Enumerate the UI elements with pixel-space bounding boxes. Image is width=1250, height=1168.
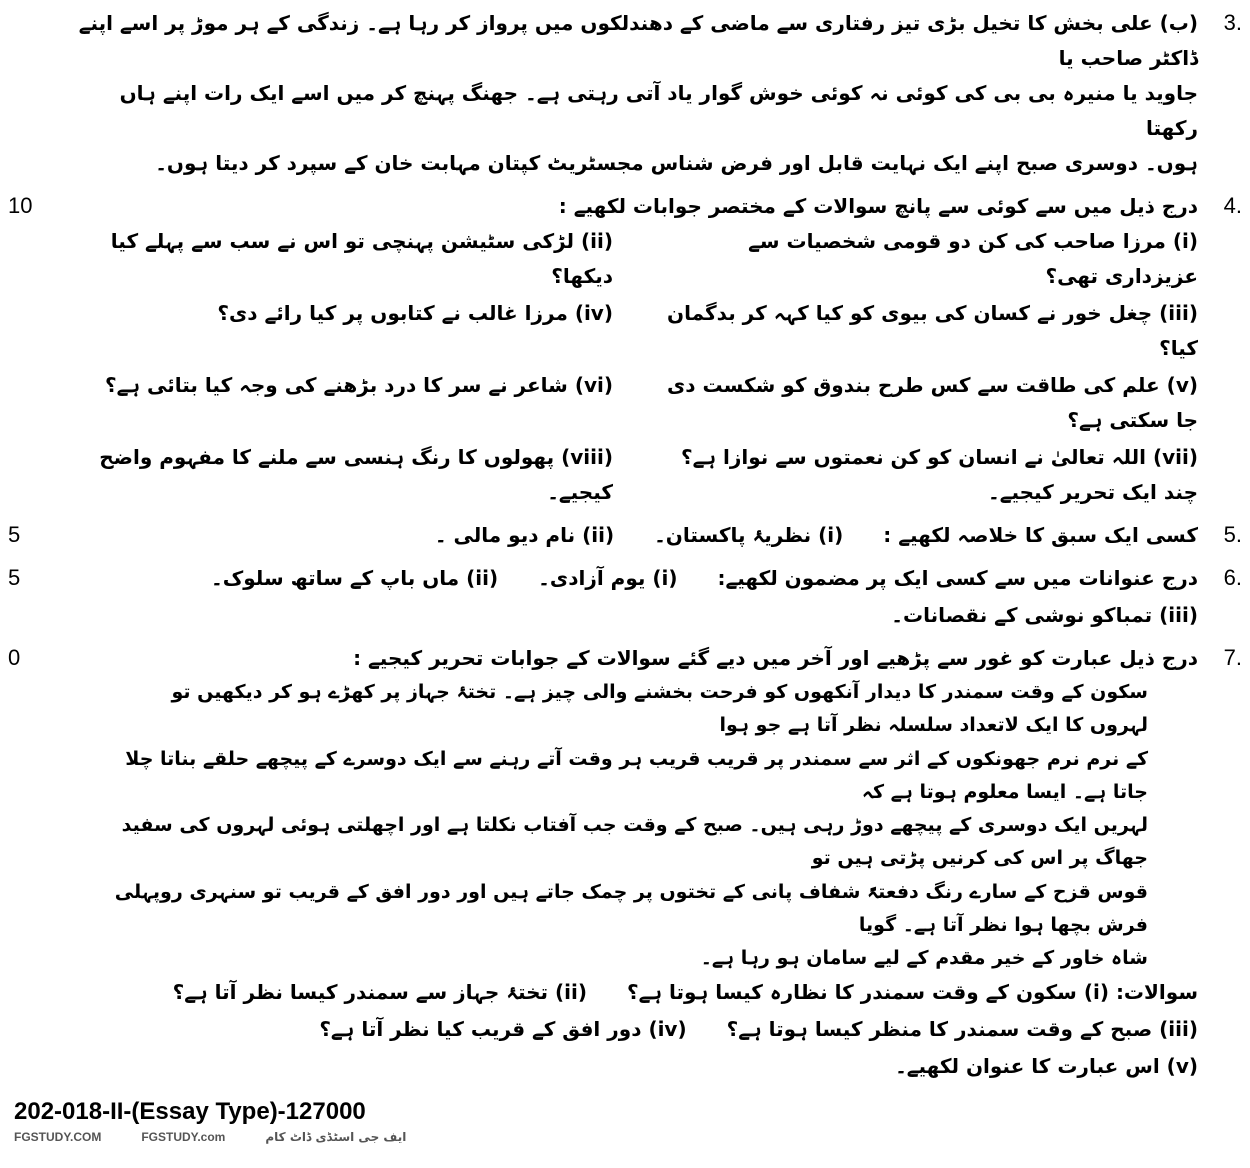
- item-label: (i): [818, 523, 844, 547]
- item-text: چغل خور نے کسان کی بیوی کو کیا کہہ کر بدگمان کیا؟: [667, 301, 1198, 360]
- item-label: (ii): [466, 566, 499, 590]
- question-3-number: 3.: [1223, 10, 1242, 35]
- question-4: [0, 189, 1250, 510]
- q3-line-3: ہوں۔ دوسری صبح اپنے ایک نہایت قابل اور فرض شناس مجسٹریٹ کپتان مہابت خان کے سپرد کر دیتا ہوں۔: [155, 151, 1198, 175]
- q7-question-i: [627, 975, 1198, 1010]
- q4-items: [68, 224, 1198, 510]
- q7-questions: [68, 975, 1198, 1084]
- item-text: پھولوں کا رنگ ہنسی سے ملنے کا مفہوم واضح کیجیے۔: [99, 445, 613, 504]
- item-text: نظریۂ پاکستان۔: [654, 523, 812, 547]
- q7-marks: 0: [8, 645, 21, 670]
- item-label: (ii): [581, 229, 613, 253]
- q7-heading: درج ذیل عبارت کو غور سے پڑھیے اور آخر میں دیے گئے سوالات کے جوابات تحریر کیجیے :: [353, 646, 1198, 670]
- item-label: (iii): [1159, 603, 1198, 627]
- passage-line-1: سکون کے وقت سمندر کا دیدار آنکھوں کو فرحت بخشنے والی چیز ہے۔ تختۂ جہاز پر کھڑے ہو کر دیکھیں تو لہروں کا ایک لاتعداد سلسلہ نظر آتا ہے جو ہوا: [171, 681, 1148, 737]
- question-6-number: 6.: [1223, 565, 1242, 590]
- watermark-urdu: ایف جی اسٹڈی ڈاٹ کام: [265, 1130, 407, 1145]
- item-text: تمباکو نوشی کے نقصانات۔: [891, 603, 1153, 627]
- q3-line-1: (ب) علی بخش کا تخیل بڑی تیز رفتاری سے ماضی کے دھندلکوں میں پرواز کر رہا ہے۔ زندگی کے ہر موڑ پر اسے اپنے ڈاکٹر صاحب یا: [78, 11, 1198, 70]
- item-label: (ii): [582, 523, 615, 547]
- item-label: (i): [652, 566, 678, 590]
- q6-item-ii: [211, 561, 498, 596]
- q3-body: [68, 6, 1198, 181]
- item-label: (iii): [1159, 301, 1198, 325]
- passage-line-2: کے نرم نرم جھونکوں کے اثر سے سمندر پر قریب قریب ہر وقت آتے رہنے سے ایک دوسرے کے پیچھے حلقے بناتا چلا جاتا ہے۔ ایسا معلوم ہوتا ہے کہ: [125, 747, 1148, 803]
- item-label: (i): [1172, 229, 1198, 253]
- item-text: اللہ تعالیٰ نے انسان کو کن نعمتوں سے نوازا ہے؟ چند ایک تحریر کیجیے۔: [681, 445, 1198, 504]
- item-label: (v): [1166, 1054, 1198, 1079]
- q4-item-ii: [68, 224, 613, 294]
- q5-item-ii: [435, 518, 614, 553]
- item-text: ماں باپ کے ساتھ سلوک۔: [211, 566, 460, 590]
- q5-row: [68, 518, 1198, 553]
- question-7: [0, 641, 1250, 1084]
- item-text: تختۂ جہاز سے سمندر کیسا نظر آتا ہے؟: [172, 980, 549, 1005]
- q6-body: [68, 561, 1198, 633]
- q6-heading: درج عنوانات میں سے کسی ایک پر مضمون لکھیے:: [717, 566, 1198, 590]
- question-5-number: 5.: [1223, 522, 1242, 547]
- q7-question-iii: [727, 1012, 1198, 1047]
- item-label: (i): [1083, 980, 1109, 1005]
- item-label: (iv): [574, 301, 613, 325]
- item-text: لڑکی سٹیشن پہنچی تو اس نے سب سے پہلے کیا دیکھا؟: [110, 229, 613, 288]
- questions-label: سوالات:: [1115, 980, 1198, 1005]
- question-5: [0, 518, 1250, 553]
- q4-item-iii: [653, 296, 1198, 366]
- q4-marks: 10: [8, 193, 33, 218]
- question-6: [0, 561, 1250, 633]
- q7-question-ii: [173, 975, 587, 1010]
- q4-item-v: [653, 368, 1198, 438]
- watermark: FGSTUDY.COM: [14, 1130, 102, 1145]
- q5-marks: 5: [8, 522, 21, 547]
- q6-marks: 5: [8, 565, 21, 590]
- item-text: مرزا صاحب کی کن دو قومی شخصیات سے عزیزداری تھی؟: [748, 229, 1198, 288]
- item-text: دور افق کے قریب کیا نظر آتا ہے؟: [319, 1017, 642, 1042]
- item-label: (iii): [1159, 1017, 1198, 1042]
- q4-heading: درج ذیل میں سے کوئی سے پانچ سوالات کے مختصر جوابات لکھیے :: [558, 194, 1198, 218]
- q4-body: [68, 189, 1198, 510]
- item-text: مرزا غالب نے کتابوں پر کیا رائے دی؟: [217, 301, 568, 325]
- q4-item-iv: [68, 296, 613, 366]
- q7-body: [68, 641, 1198, 1084]
- question-3: [0, 6, 1250, 181]
- q6-item-i: [538, 561, 677, 596]
- item-label: (iv): [648, 1017, 687, 1042]
- watermark: FGSTUDY.com: [141, 1130, 226, 1145]
- item-label: (ii): [555, 980, 588, 1005]
- question-4-number: 4.: [1223, 193, 1242, 218]
- passage-line-5: شاہ خاور کے خیر مقدم کے لیے سامان ہو رہا ہے۔: [700, 947, 1148, 969]
- passage-line-3: لہریں ایک دوسری کے پیچھے دوڑ رہی ہیں۔ صبح کے وقت جب آفتاب نکلتا ہے اور اچھلتی ہوئی لہروں کی سفید جھاگ پر اس کی کرنیں پڑتی ہیں تو: [121, 814, 1148, 870]
- q5-heading: کسی ایک سبق کا خلاصہ لکھیے :: [883, 523, 1198, 547]
- q4-item-vii: [653, 440, 1198, 510]
- item-text: شاعر نے سر کا درد بڑھنے کی وجہ کیا بتائی ہے؟: [105, 373, 568, 397]
- item-text: سکون کے وقت سمندر کا نظارہ کیسا ہوتا ہے؟: [627, 980, 1077, 1005]
- q3-marks-empty: [0, 6, 60, 10]
- q4-item-vi: [68, 368, 613, 438]
- item-label: (vi): [574, 373, 613, 397]
- item-text: علم کی طاقت سے کس طرح بندوق کو شکست دی جا سکتی ہے؟: [666, 373, 1198, 432]
- q6-row: [68, 561, 1198, 633]
- item-label: (vii): [1152, 445, 1198, 469]
- item-label: (v): [1166, 373, 1198, 397]
- q6-item-iii: [891, 598, 1198, 633]
- q5-item-i: [654, 518, 843, 553]
- question-7-number: 7.: [1223, 645, 1242, 670]
- item-text: اس عبارت کا عنوان لکھیے۔: [895, 1054, 1160, 1079]
- item-text: صبح کے وقت سمندر کا منظر کیسا ہوتا ہے؟: [726, 1017, 1153, 1042]
- paper-code-footer: 202-018-II-(Essay Type)-127000: [14, 1098, 366, 1126]
- q7-question-iv: [319, 1012, 686, 1047]
- item-label: (viii): [561, 445, 613, 469]
- q7-question-v: [895, 1049, 1198, 1084]
- q5-body: [68, 518, 1198, 553]
- q4-item-viii: [68, 440, 613, 510]
- q3-line-2: جاوید یا منیرہ بی بی کی کوئی نہ کوئی خوش گوار یاد آتی رہتی ہے۔ جھنگ پہنچ کر میں اسے ایک رات اپنے ہاں رکھتا: [119, 81, 1198, 140]
- watermarks: [0, 1126, 1250, 1148]
- q4-item-i: [653, 224, 1198, 294]
- q7-passage: [68, 676, 1198, 975]
- item-text: نام دیو مالی ۔: [434, 523, 576, 547]
- item-text: یوم آزادی۔: [538, 566, 646, 590]
- passage-line-4: قوس قزح کے سارے رنگ دفعتہً شفاف پانی کے تختوں پر چمک جاتے ہیں اور دور افق کے قریب تو سنہری روپہلی فرش بچھا ہوا نظر آتا ہے۔ گویا: [114, 880, 1148, 936]
